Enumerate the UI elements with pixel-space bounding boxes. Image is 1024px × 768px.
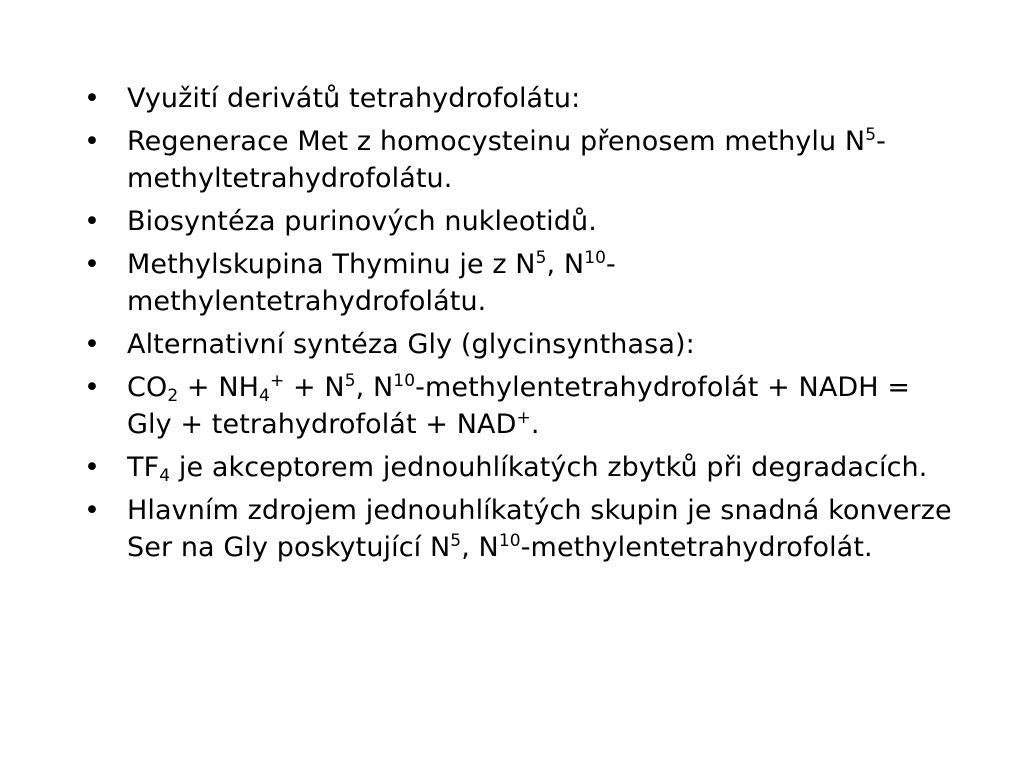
superscript: 5 <box>535 248 547 268</box>
bullet-marker: • <box>84 372 101 403</box>
bullet-marker: • <box>84 452 101 483</box>
text-run: -methylentetrahydrofolát. <box>520 532 873 563</box>
bullet-text <box>127 372 910 440</box>
bullet-marker: • <box>84 206 101 237</box>
text-run: -methylentetrahydrofolát + NADH = Gly + tetrahydrofolát + NAD <box>127 372 911 440</box>
text-run: , N <box>546 249 585 280</box>
bullet-text <box>127 206 597 237</box>
bullet-item <box>82 326 962 363</box>
text-run: Alternativní syntéza Gly (glycinsynthasa): <box>127 329 695 360</box>
superscript: 10 <box>584 248 607 268</box>
bullet-item <box>82 80 962 117</box>
bullet-list <box>82 80 962 572</box>
superscript: + <box>516 408 531 428</box>
text-run: Využití derivátů tetrahydrofolátu: <box>127 83 581 114</box>
subscript: 4 <box>159 466 171 486</box>
text-run: , N <box>355 372 394 403</box>
text-run: TF <box>127 452 160 483</box>
text-run: CO <box>127 372 168 403</box>
text-run: -methylentetrahydrofolátu. <box>127 249 616 317</box>
bullet-text <box>127 126 886 194</box>
bullet-item <box>82 449 962 486</box>
bullet-item <box>82 246 962 320</box>
bullet-item <box>82 369 962 443</box>
superscript: 5 <box>344 371 356 391</box>
bullet-item <box>82 123 962 197</box>
text-run: Methylskupina Thyminu je z N <box>127 249 536 280</box>
text-run: Hlavním zdrojem jednouhlíkatých skupin je snadná konverze Ser na Gly poskytující N <box>127 495 952 563</box>
text-run: + NH <box>178 372 260 403</box>
text-run: . <box>530 409 540 440</box>
bullet-marker: • <box>84 329 101 360</box>
superscript: 5 <box>865 125 877 145</box>
superscript: 5 <box>450 531 462 551</box>
bullet-marker: • <box>84 83 101 114</box>
text-run: Biosyntéza purinových nukleotidů. <box>127 206 597 237</box>
subscript: 4 <box>259 386 270 406</box>
subscript: 2 <box>167 386 179 406</box>
bullet-marker: • <box>84 495 101 526</box>
bullet-text <box>127 83 580 114</box>
bullet-marker: • <box>84 249 101 280</box>
text-run: je akceptorem jednouhlíkatých zbytků při degradacích. <box>170 452 928 483</box>
text-run: -methyltetrahydrofolátu. <box>127 126 886 194</box>
bullet-text <box>127 495 952 563</box>
bullet-marker: • <box>84 126 101 157</box>
superscript: 10 <box>498 531 521 551</box>
bullet-item <box>82 203 962 240</box>
text-run: + N <box>284 372 345 403</box>
bullet-text <box>127 329 695 360</box>
text-run: Regenerace Met z homocysteinu přenosem methylu N <box>127 126 866 157</box>
superscript: + <box>269 371 285 391</box>
superscript: 10 <box>393 371 416 391</box>
bullet-item <box>82 492 962 566</box>
bullet-text <box>127 452 928 486</box>
bullet-text <box>127 249 616 317</box>
text-run: , N <box>461 532 499 563</box>
